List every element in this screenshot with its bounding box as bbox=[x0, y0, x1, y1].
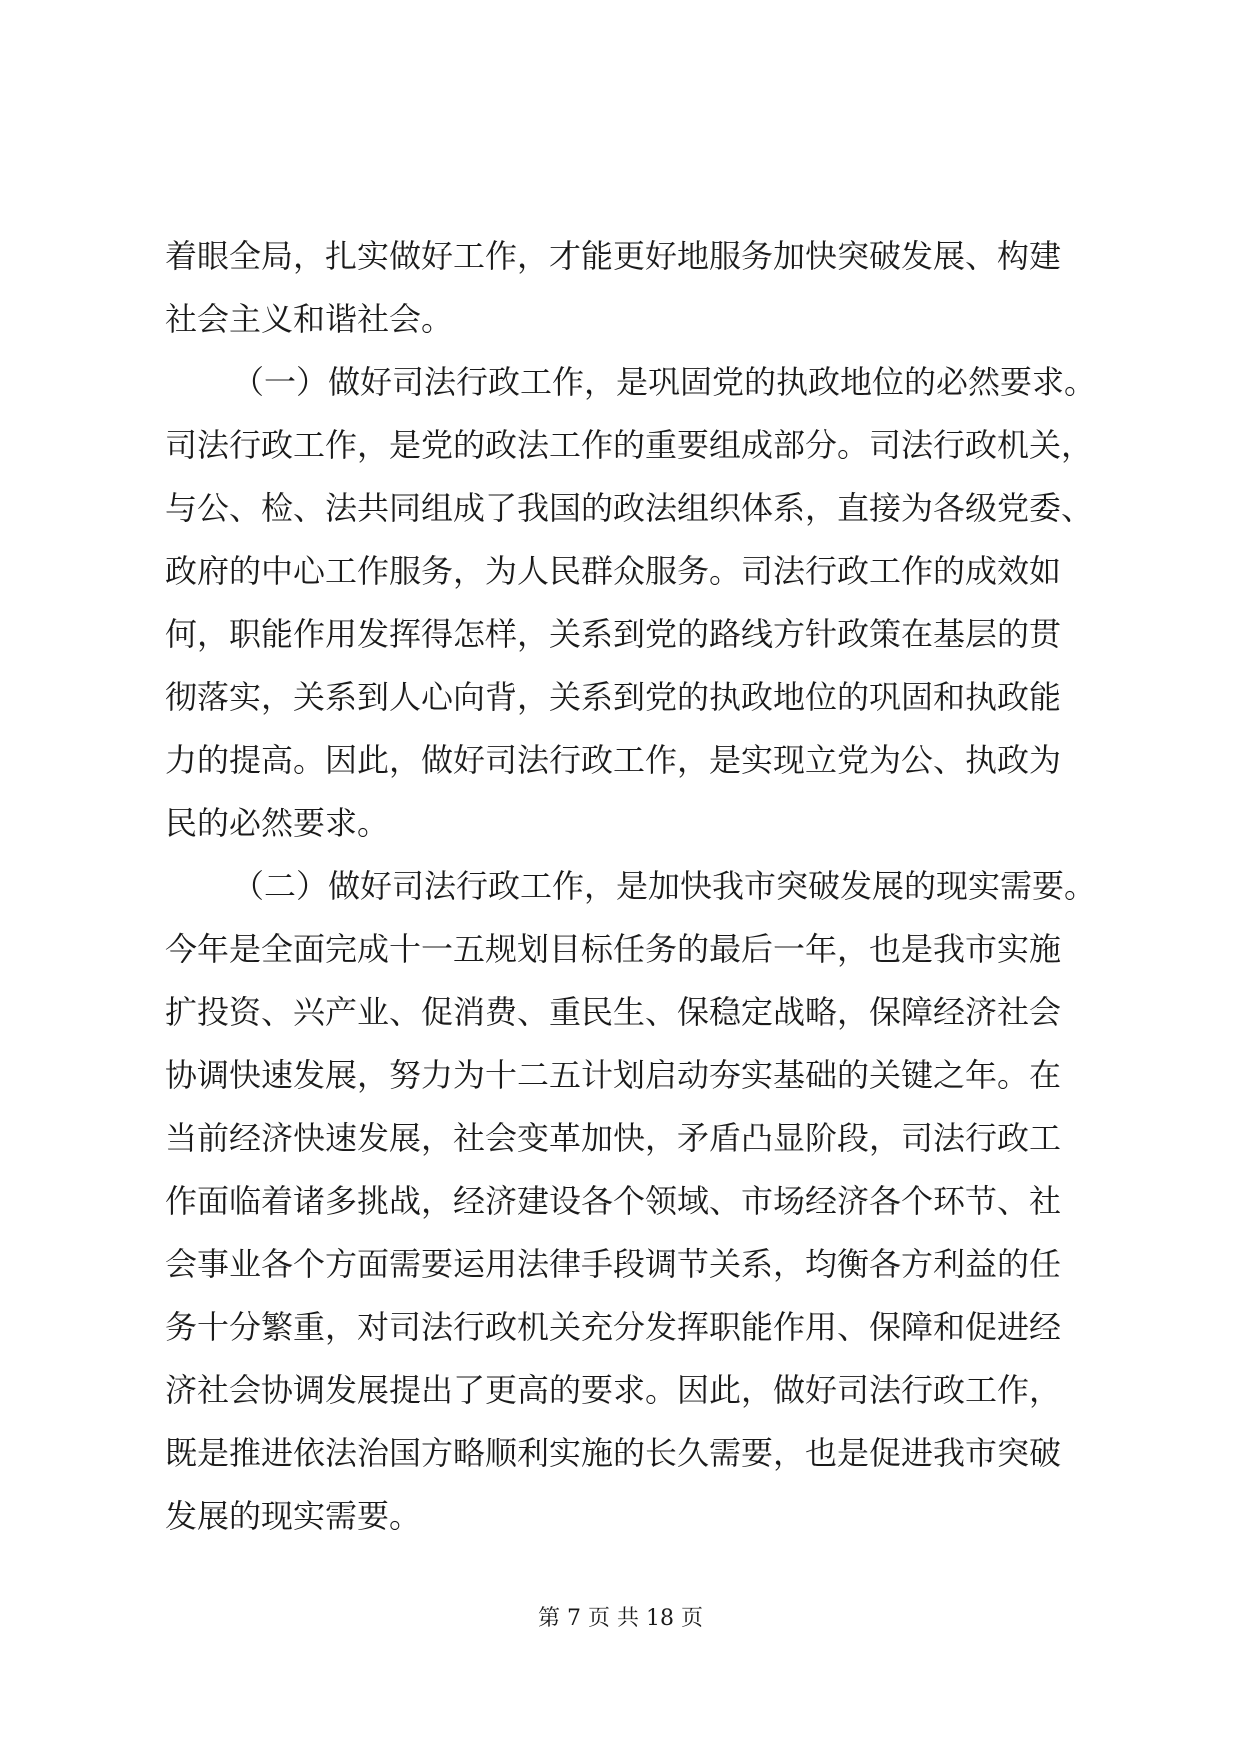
text-line: 着眼全局，扎实做好工作，才能更好地服务加快突破发展、构建 bbox=[165, 237, 1062, 275]
text-line: 作面临着诸多挑战，经济建设各个领域、市场经济各个环节、社 bbox=[165, 1182, 1062, 1220]
text-line: 扩投资、兴产业、促消费、重民生、保稳定战略，保障经济社会 bbox=[165, 993, 1062, 1031]
text-line: 发展的现实需要。 bbox=[165, 1497, 422, 1535]
page-footer: 第 7 页 共 18 页 bbox=[538, 1606, 703, 1631]
text-line: 社会主义和谐社会。 bbox=[165, 300, 454, 338]
text-line: 司法行政工作，是党的政法工作的重要组成部分。司法行政机关， bbox=[165, 426, 1094, 464]
text-line: 彻落实，关系到人心向背，关系到党的执政地位的巩固和执政能 bbox=[165, 678, 1062, 716]
text-line: （一）做好司法行政工作，是巩固党的执政地位的必然要求。 bbox=[232, 363, 1097, 401]
text-line: 与公、检、法共同组成了我国的政法组织体系，直接为各级党委、 bbox=[165, 489, 1094, 527]
text-line: 会事业各个方面需要运用法律手段调节关系，均衡各方利益的任 bbox=[165, 1245, 1062, 1283]
text-line: 何，职能作用发挥得怎样，关系到党的路线方针政策在基层的贯 bbox=[165, 615, 1062, 653]
text-line: （二）做好司法行政工作，是加快我市突破发展的现实需要。 bbox=[232, 867, 1097, 905]
text-line: 力的提高。因此，做好司法行政工作，是实现立党为公、执政为 bbox=[165, 741, 1062, 779]
text-line: 当前经济快速发展，社会变革加快，矛盾凸显阶段，司法行政工 bbox=[165, 1119, 1062, 1157]
text-line: 既是推进依法治国方略顺利实施的长久需要，也是促进我市突破 bbox=[165, 1434, 1062, 1472]
text-line: 政府的中心工作服务，为人民群众服务。司法行政工作的成效如 bbox=[165, 552, 1062, 590]
text-line: 协调快速发展，努力为十二五计划启动夯实基础的关键之年。在 bbox=[165, 1056, 1062, 1094]
text-line: 民的必然要求。 bbox=[165, 804, 390, 842]
text-line: 今年是全面完成十一五规划目标任务的最后一年，也是我市实施 bbox=[165, 930, 1062, 968]
text-line: 务十分繁重，对司法行政机关充分发挥职能作用、保障和促进经 bbox=[165, 1308, 1062, 1346]
text-line: 济社会协调发展提出了更高的要求。因此，做好司法行政工作， bbox=[165, 1371, 1062, 1409]
